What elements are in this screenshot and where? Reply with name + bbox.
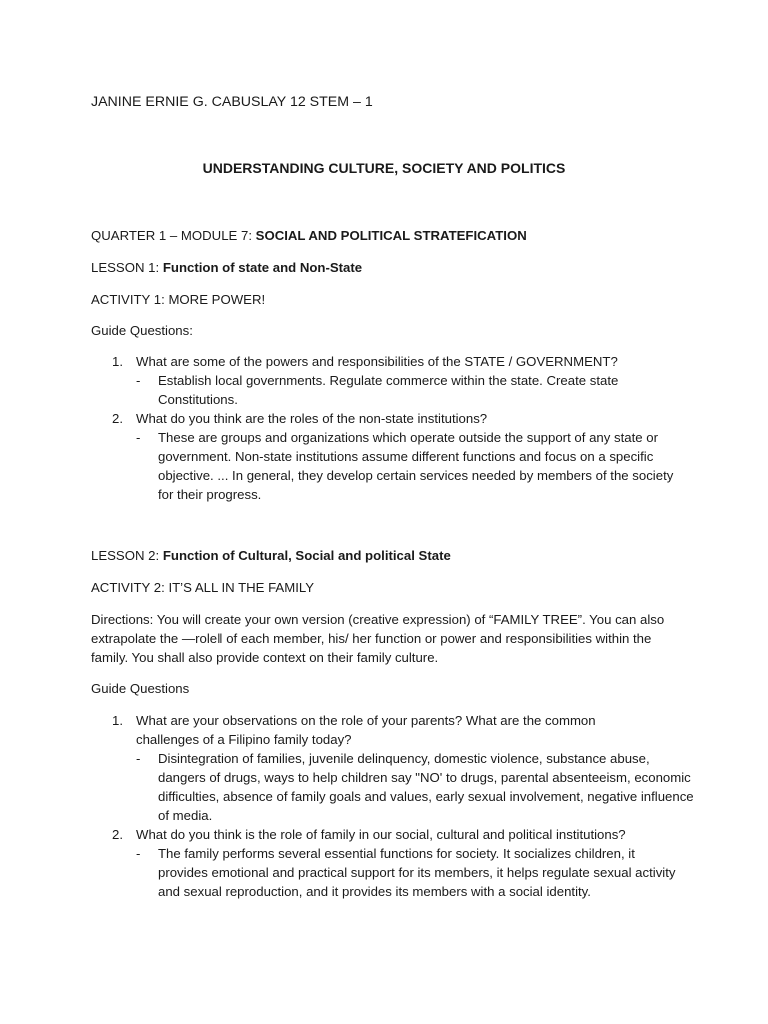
author-line: JANINE ERNIE G. CABUSLAY 12 STEM – 1 <box>91 94 373 110</box>
lesson2-name: Function of Cultural, Social and political State <box>162 548 451 563</box>
answer-item <box>136 749 698 825</box>
guide-questions-label-2: Guide Questions <box>91 681 190 696</box>
answer-list <box>136 428 691 504</box>
question-number: 1. <box>112 354 123 369</box>
lesson1-question-list <box>91 352 691 504</box>
question-text: What are your observations on the role of your parents? What are the common challenges of a Filipino family today? <box>136 713 596 747</box>
dash-bullet: - <box>136 373 141 388</box>
answer-item <box>136 371 648 409</box>
lesson1-prefix: LESSON 1: <box>91 260 163 275</box>
answer-text: The family performs several essential functions for society. It socializes children, it provides emotional and practical support for its members, it helps regulate sexual activity and sexual reproduction, and it provides its members with a social identity. <box>158 846 676 899</box>
module-name: SOCIAL AND POLITICAL STRATEFICATION <box>255 228 527 243</box>
dash-bullet: - <box>136 751 141 766</box>
document-title: UNDERSTANDING CULTURE, SOCIETY AND POLITICS <box>202 160 566 176</box>
answer-list <box>136 749 694 825</box>
module-prefix: QUARTER 1 – MODULE 7: <box>91 228 256 243</box>
question-number: 2. <box>112 827 123 842</box>
lesson1-name: Function of state and Non-State <box>162 260 363 275</box>
directions-paragraph: Directions: You will create your own version (creative expression) of “FAMILY TREE”. You can also extrapolate the ―roleǁ of each member, his/ her function or power and responsibilities within the family. You shall also provide context on their family culture. <box>91 612 665 665</box>
guide-questions-label-1: Guide Questions: <box>91 323 193 338</box>
question-text: What do you think is the role of family in our social, cultural and political institutions? <box>136 827 626 842</box>
question-number: 2. <box>112 411 123 426</box>
lesson1-heading <box>91 258 362 277</box>
question-text: What do you think are the roles of the non-state institutions? <box>136 411 488 426</box>
answer-item <box>136 428 686 504</box>
question-number: 1. <box>112 713 123 728</box>
question-item <box>91 825 691 901</box>
lesson2-question-list <box>91 711 694 901</box>
question-item <box>91 352 691 409</box>
answer-item <box>136 844 678 901</box>
answer-text: Disintegration of families, juvenile delinquency, domestic violence, substance abuse, dangers of drugs, ways to help children say "NO' to drugs, parental absenteeism, economic difficulties, absence of family goals and values, early sexual involvement, negative influence of media. <box>158 751 694 823</box>
lesson2-prefix: LESSON 2: <box>91 548 163 563</box>
question-text: What are some of the powers and responsibilities of the STATE / GOVERNMENT? <box>136 354 618 369</box>
dash-bullet: - <box>136 846 141 861</box>
activity2-heading: ACTIVITY 2: IT’S ALL IN THE FAMILY <box>91 580 315 595</box>
module-heading <box>91 226 527 245</box>
answer-text: Establish local governments. Regulate commerce within the state. Create state Constitutions. <box>158 373 619 407</box>
answer-list <box>136 844 691 901</box>
activity1-heading: ACTIVITY 1: MORE POWER! <box>91 292 266 307</box>
lesson2-heading <box>91 546 451 565</box>
answer-text: These are groups and organizations which operate outside the support of any state or government. Non-state institutions assume different functions and focus on a specific objective. ... In general, they develop certain services needed by members of the society for their progress. <box>158 430 674 502</box>
dash-bullet: - <box>136 430 141 445</box>
question-item <box>91 711 694 825</box>
question-item <box>91 409 691 504</box>
answer-list <box>136 371 691 409</box>
